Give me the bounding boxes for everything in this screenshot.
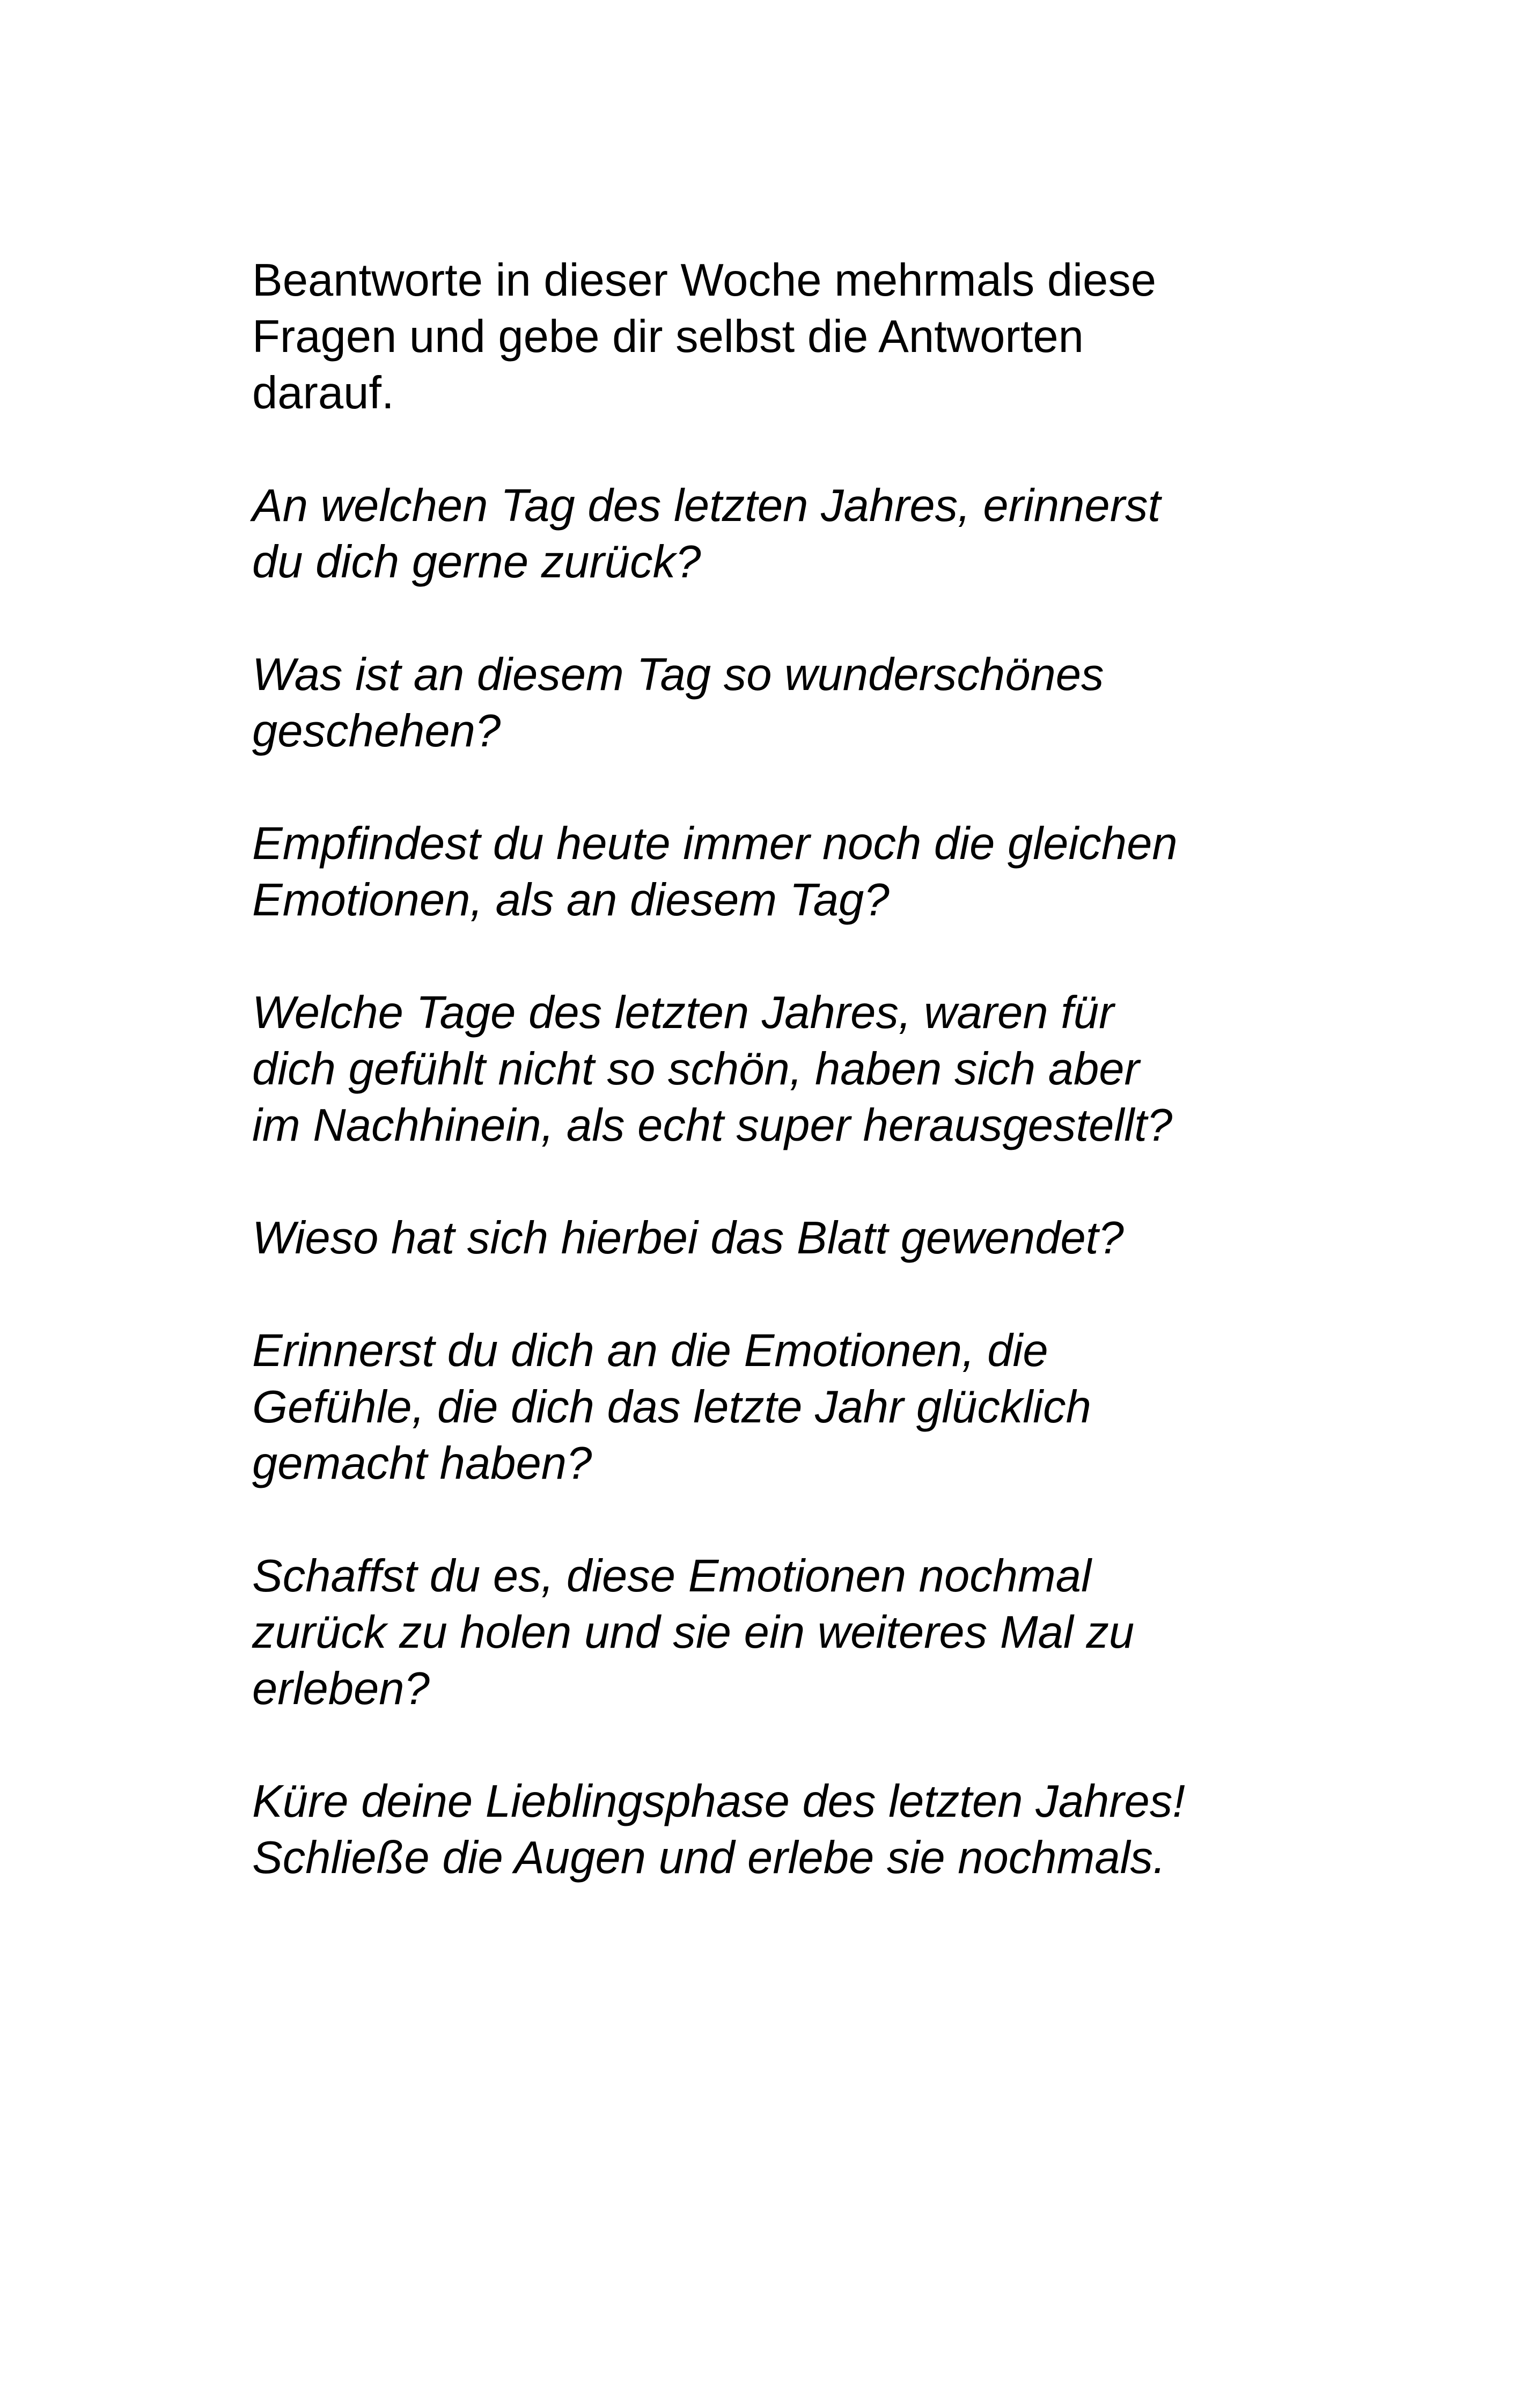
question-line: Wieso hat sich hierbei das Blatt gewendet? <box>252 1213 1124 1264</box>
question-line: Erinnerst du dich an die Emotionen, die <box>252 1325 1048 1376</box>
intro-line: darauf. <box>252 368 394 419</box>
intro-line: Fragen und gebe dir selbst die Antworten <box>252 311 1084 362</box>
question-paragraph <box>252 1323 1304 1492</box>
question-line: Welche Tage des letzten Jahres, waren für <box>252 987 1114 1038</box>
intro-paragraph <box>252 252 1304 421</box>
question-line: gemacht haben? <box>252 1438 592 1489</box>
question-line: Emotionen, als an diesem Tag? <box>252 875 890 926</box>
question-paragraph <box>252 478 1304 590</box>
question-paragraph <box>252 985 1304 1154</box>
question-line: Gefühle, die dich das letzte Jahr glücklich <box>252 1382 1091 1433</box>
question-line: Schaffst du es, diese Emotionen nochmal <box>252 1551 1091 1602</box>
intro-line: Beantworte in dieser Woche mehrmals diese <box>252 255 1157 306</box>
question-line: du dich gerne zurück? <box>252 537 701 588</box>
question-line: erleben? <box>252 1663 430 1714</box>
question-paragraph <box>252 1210 1304 1266</box>
question-line: zurück zu holen und sie ein weiteres Mal zu <box>252 1607 1135 1658</box>
text-body <box>252 252 1304 1886</box>
question-line: Schließe die Augen und erlebe sie nochmals. <box>252 1832 1166 1883</box>
question-line: An welchen Tag des letzten Jahres, erinnerst <box>252 480 1161 531</box>
question-paragraph <box>252 816 1304 928</box>
question-line: geschehen? <box>252 706 501 757</box>
question-line: Was ist an diesem Tag so wunderschönes <box>252 649 1104 700</box>
question-paragraph <box>252 1773 1304 1886</box>
question-line: Küre deine Lieblingsphase des letzten Jahres! <box>252 1776 1185 1827</box>
question-line: im Nachhinein, als echt super herausgestellt? <box>252 1100 1173 1151</box>
question-paragraph <box>252 647 1304 759</box>
question-line: Empfindest du heute immer noch die gleichen <box>252 818 1178 869</box>
question-line: dich gefühlt nicht so schön, haben sich aber <box>252 1044 1140 1095</box>
question-paragraph <box>252 1548 1304 1717</box>
